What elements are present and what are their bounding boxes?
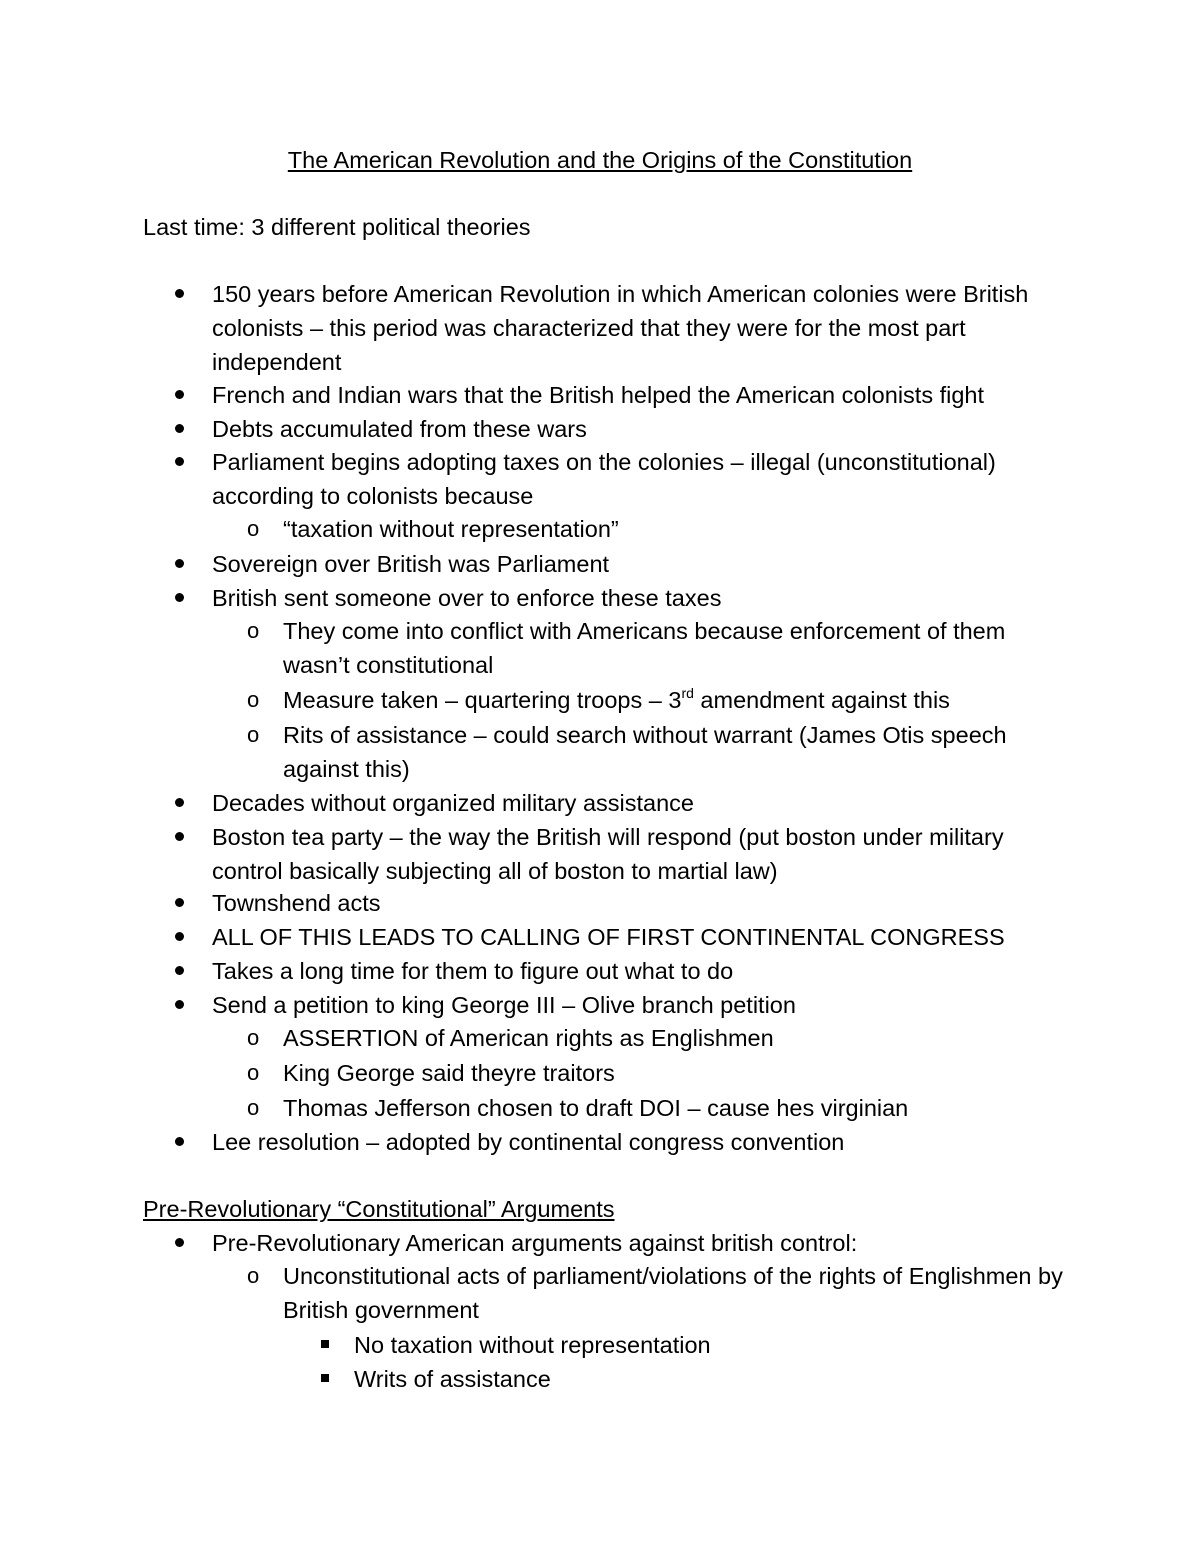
bullet-icon [175, 898, 184, 907]
circle-bullet-icon: o [247, 1095, 260, 1120]
bullet-icon [175, 1000, 184, 1009]
sub-list-item: o ASSERTION of American rights as Englishmen [283, 1021, 1073, 1055]
list-item: Boston tea party – the way the British will respond (put boston under military control basically subjecting all of boston to martial law) [212, 820, 1072, 888]
list-item: Lee resolution – adopted by continental congress convention [212, 1125, 1072, 1159]
bullet-icon [175, 289, 184, 298]
bullet-icon [175, 457, 184, 466]
list-item: Pre-Revolutionary American arguments against british control: [212, 1226, 1072, 1260]
list-item: Townshend acts [212, 886, 1072, 920]
sub-list-item: o “taxation without representation” [283, 512, 1073, 546]
bullet-icon [175, 559, 184, 568]
list-item: French and Indian wars that the British helped the American colonists fight [212, 378, 1072, 412]
circle-bullet-icon: o [247, 1060, 260, 1085]
sub-list-item: o Unconstitutional acts of parliament/violations of the rights of Englishmen by British government [283, 1259, 1073, 1327]
square-bullet-icon [321, 1374, 329, 1382]
page-title: The American Revolution and the Origins of the Constitution [287, 147, 913, 173]
sub-list-item: o They come into conflict with Americans because enforcement of them wasn’t constitutional [283, 614, 1073, 682]
sub-sub-list-item: No taxation without representation [354, 1328, 1074, 1362]
bullet-icon [175, 932, 184, 941]
bullet-icon [175, 593, 184, 602]
bullet-icon [175, 424, 184, 433]
bullet-icon [175, 832, 184, 841]
circle-bullet-icon: o [247, 722, 260, 747]
list-item: Parliament begins adopting taxes on the colonies – illegal (unconstitutional) according to colonists because [212, 445, 1072, 513]
bullet-icon [175, 798, 184, 807]
sub-list-item: o Thomas Jefferson chosen to draft DOI – cause hes virginian [283, 1091, 1073, 1125]
bullet-icon [175, 1137, 184, 1146]
circle-bullet-icon: o [247, 1263, 260, 1288]
circle-bullet-icon: o [247, 618, 260, 643]
bullet-icon [175, 966, 184, 975]
bullet-icon [175, 390, 184, 399]
square-bullet-icon [321, 1340, 329, 1348]
section-heading: Pre-Revolutionary “Constitutional” Arguments [143, 1196, 615, 1222]
list-item: ALL OF THIS LEADS TO CALLING OF FIRST CONTINENTAL CONGRESS [212, 920, 1072, 954]
sub-list-item: o Measure taken – quartering troops – 3rd amendment against this [283, 683, 1073, 717]
list-item: British sent someone over to enforce these taxes [212, 581, 1072, 615]
list-item: Takes a long time for them to figure out what to do [212, 954, 1072, 988]
bullet-icon [175, 1238, 184, 1247]
list-item: 150 years before American Revolution in which American colonies were British colonists – this period was characterized that they were for the most part independent [212, 277, 1072, 379]
list-item: Debts accumulated from these wars [212, 412, 1072, 446]
list-item: Decades without organized military assistance [212, 786, 1072, 820]
sub-list-item: o Rits of assistance – could search without warrant (James Otis speech against this) [283, 718, 1073, 786]
list-item: Sovereign over British was Parliament [212, 547, 1072, 581]
sub-list-item: o King George said theyre traitors [283, 1056, 1073, 1090]
list-item: Send a petition to king George III – Olive branch petition [212, 988, 1072, 1022]
circle-bullet-icon: o [247, 1025, 260, 1050]
intro-line: Last time: 3 different political theories [143, 214, 531, 240]
circle-bullet-icon: o [247, 516, 260, 541]
circle-bullet-icon: o [247, 687, 260, 712]
sub-sub-list-item: Writs of assistance [354, 1362, 1074, 1396]
